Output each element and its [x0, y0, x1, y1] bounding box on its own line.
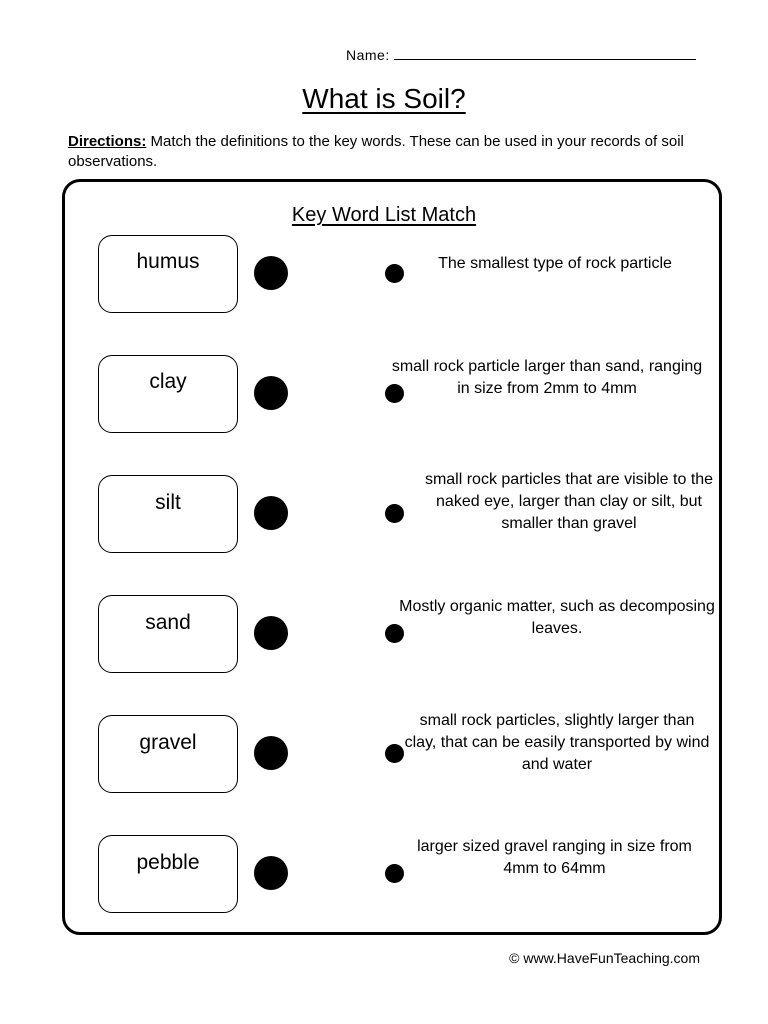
term-match-dot[interactable] [254, 736, 288, 770]
term-label: pebble [136, 851, 200, 874]
term-label: humus [136, 250, 200, 273]
definition-text: small rock particles that are visible to the naked eye, larger than clay or silt, but smaller than gravel [424, 471, 714, 532]
term-label: silt [155, 491, 181, 514]
term-label: gravel [139, 731, 197, 754]
definition-text: larger sized gravel ranging in size from 4mm to 64mm [417, 838, 692, 877]
directions-label: Directions: [68, 133, 147, 150]
definition-match-dot[interactable] [385, 504, 404, 523]
name-field[interactable] [346, 47, 696, 63]
name-label: Name: [346, 47, 390, 63]
term-match-dot[interactable] [254, 496, 288, 530]
copyright-footer: © www.HaveFunTeaching.com [509, 950, 700, 966]
term-match-dot[interactable] [254, 376, 288, 410]
directions [68, 132, 728, 172]
activity-title: Key Word List Match [291, 204, 477, 226]
term-label: clay [149, 370, 187, 393]
directions-text: Match the definitions to the key words. These can be used in your records of soil observations. [68, 133, 684, 170]
definition-text: The smallest type of rock particle [438, 255, 672, 272]
definition-text: Mostly organic matter, such as decomposing leaves. [399, 598, 715, 637]
term-match-dot[interactable] [254, 616, 288, 650]
worksheet-title: What is Soil? [302, 83, 466, 114]
term-box-humus [98, 235, 238, 313]
term-box-clay [98, 355, 238, 433]
definition-text: small rock particles, slightly larger than clay, that can be easily transported by wind and water [404, 712, 710, 773]
term-label: sand [145, 611, 191, 634]
term-match-dot[interactable] [254, 256, 288, 290]
definition-text: small rock particle larger than sand, ranging in size from 2mm to 4mm [391, 358, 703, 397]
name-blank-line[interactable] [394, 47, 696, 60]
term-match-dot[interactable] [254, 856, 288, 890]
